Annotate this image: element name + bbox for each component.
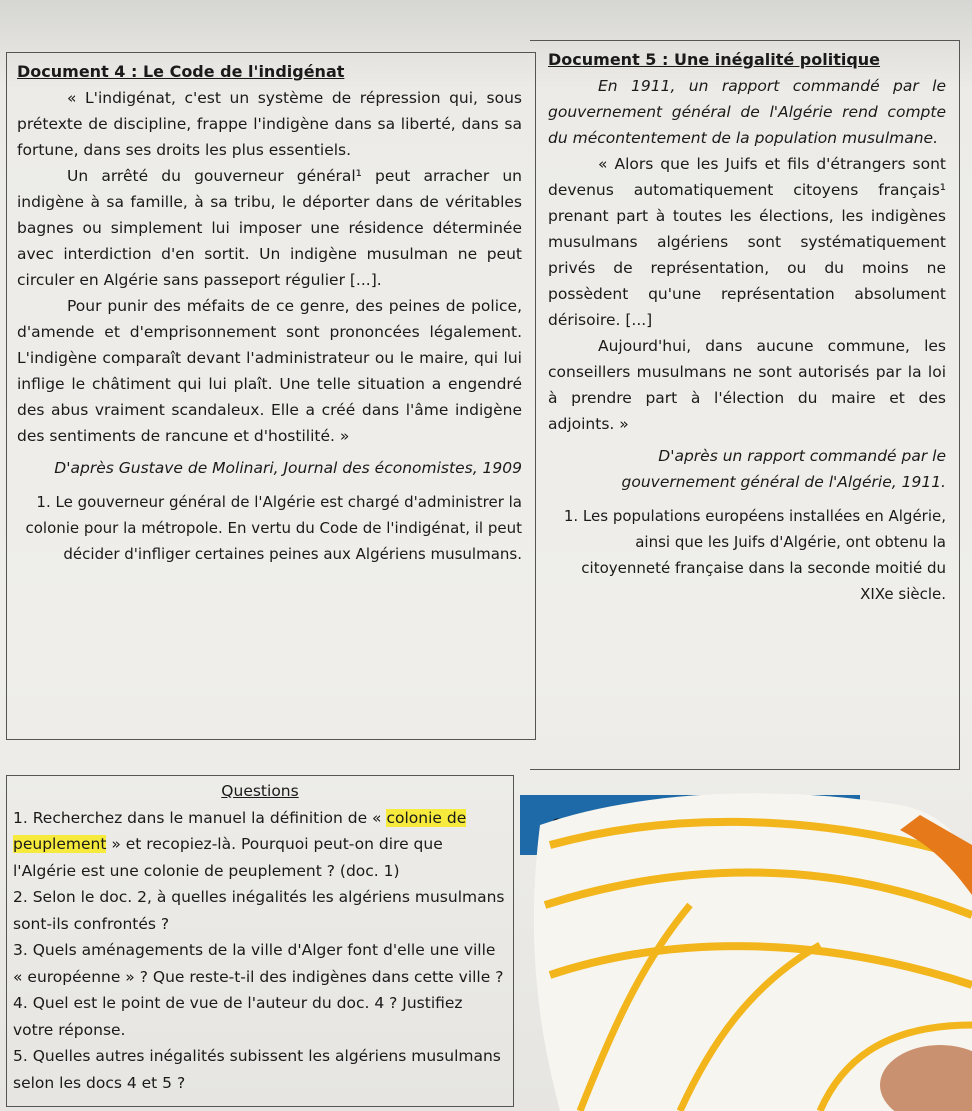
document-5-source: D'après un rapport commandé par le gouvernement général de l'Algérie, 1911. [621, 447, 946, 491]
document-5-intro: En 1911, un rapport commandé par le gouvernement général de l'Algérie rend compte du mécontentement de la population musulmane. [548, 77, 946, 147]
document-5-paragraph-1: « Alors que les Juifs et fils d'étrangers sont devenus automatiquement citoyens français¹ prenant part à toutes les élections, les indigènes musulmans algériens sont systématiquement privés de représentation, ou du moins ne possèdent qu'une représentation absolument dérisoire. [...] [548, 155, 946, 329]
questions-box [6, 775, 514, 1107]
document-5-box [530, 40, 960, 770]
document-4-title: Document 4 : Le Code de l'indigénat [17, 62, 345, 81]
question-3: 3. Quels aménagements de la ville d'Alger font d'elle une ville « européenne » ? Que reste-t-il des indigènes dans cette ville ? [13, 941, 504, 986]
question-2: 2. Selon le doc. 2, à quelles inégalités les algériens musulmans sont-ils confrontés ? [13, 888, 505, 933]
document-4-box [6, 52, 536, 740]
document-5-paragraph-2: Aujourd'hui, dans aucune commune, les conseillers musulmans ne sont autorisés par la loi à prendre part à l'élection du maire et des adjoints. » [548, 337, 946, 433]
question-4: 4. Quel est le point de vue de l'auteur du doc. 4 ? Justifiez votre réponse. [13, 994, 463, 1039]
document-4-source: D'après Gustave de Molinari, Journal des économistes, 1909 [54, 459, 522, 477]
cloth-object-photo [520, 785, 972, 1111]
document-4-footnote: 1. Le gouverneur général de l'Algérie est chargé d'administrer la colonie pour la métropole. En vertu du Code de l'indigénat, il peut décider d'infliger certaines peines aux Algériens musulmans. [25, 493, 522, 563]
question-1-highlight: colonie de peuplement [13, 808, 467, 853]
question-5: 5. Quelles autres inégalités subissent les algériens musulmans selon les docs 4 et 5 ? [13, 1047, 501, 1092]
document-4-paragraph-3: Pour punir des méfaits de ce genre, des peines de police, d'amende et d'emprisonnement sont prononcées légalement. L'indigène comparaît devant l'administrateur ou le maire, qui lui inflige le châtiment qui lui plaît. Une telle situation a engendré des abus vraiment scandaleux. Elle a créé dans l'âme indigène des sentiments de rancune et d'hostilité. » [17, 297, 522, 445]
question-1-text-a: 1. Recherchez dans le manuel la définition de « [13, 808, 387, 827]
questions-title: Questions [221, 782, 299, 800]
document-5-footnote: 1. Les populations européens installées en Algérie, ainsi que les Juifs d'Algérie, ont obtenu la citoyenneté française dans la seconde moitié du XIXe siècle. [563, 507, 946, 603]
question-1-text-b: » et recopiez-là. Pourquoi peut-on dire que l'Algérie est une colonie de peuplement ? (doc. 1) [13, 835, 443, 880]
document-5-title: Document 5 : Une inégalité politique [548, 50, 881, 69]
document-4-paragraph-1: « L'indigénat, c'est un système de répression qui, sous prétexte de discipline, frappe l'indigène dans sa liberté, dans sa fortune, dans ses droits les plus essentiels. [17, 89, 522, 159]
document-4-paragraph-2: Un arrêté du gouverneur général¹ peut arracher un indigène à sa famille, à sa tribu, le déporter dans de véritables bagnes ou simplement lui imposer une résidence déterminée avec interdiction d'en sortit. Un indigène musulman ne peut circuler en Algérie sans passeport régulier [...]. [17, 167, 522, 289]
question-1 [13, 805, 507, 885]
